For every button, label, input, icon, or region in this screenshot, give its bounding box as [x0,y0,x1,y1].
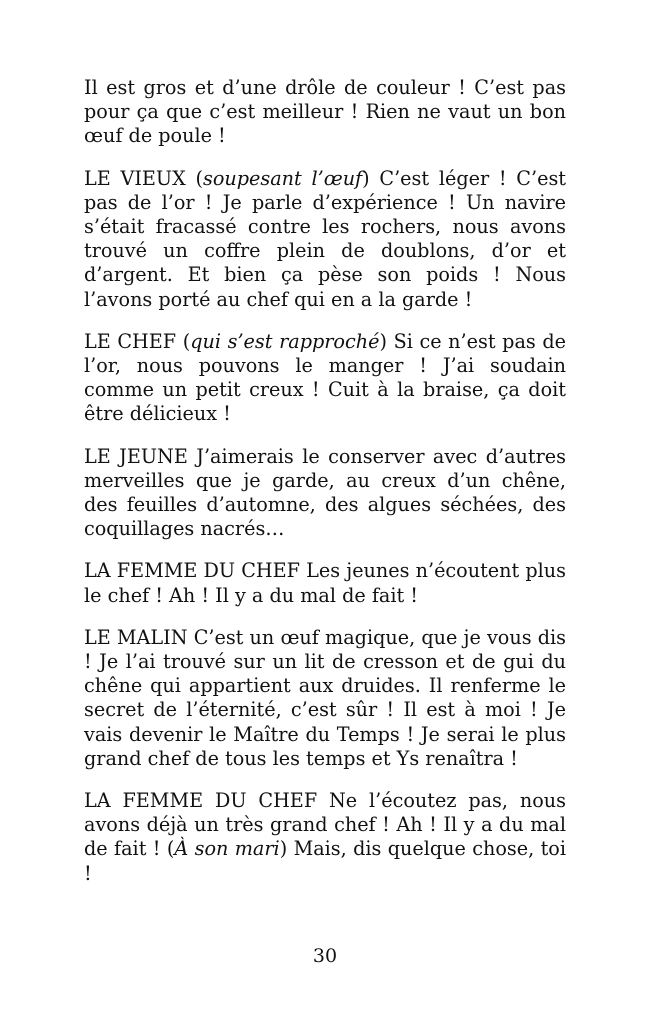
speaker-name: LE JEUNE [84,444,188,468]
speaker-name: LA FEMME DU CHEF [84,789,318,813]
dialogue-text: J’aimerais le conserver avec d’autres merveilles que je garde, au creux d’un chêne, des feuilles d’automne, des algues séchées, des coquillages nacrés… [84,444,566,541]
page-number: 30 [312,945,338,967]
dialogue-le-chef: LE CHEF (qui s’est rapproché) Si ce n’est pas de l’or, nous pouvons le manger ! J’ai soudain comme un petit creux ! Cuit à la braise, ça doit être délicieux ! [84,329,566,426]
speaker-name: LA FEMME DU CHEF [84,559,300,583]
dialogue-text: C’est léger ! C’est pas de l’or ! Je parle d’expérience ! Un navire s’était fracassé contre les rochers, nous avons trouvé un coffre plein de doublons, d’or et d’argent. Et bien ça pèse son poids ! Nous l’avons porté au chef qui en a la garde ! [84,166,567,311]
dialogue-text: Les jeunes n’écoutent plus le chef ! Ah ! Il y a du mal de fait ! [84,559,566,607]
dialogue-la-femme-du-chef [84,559,566,607]
dialogue-text: C’est un œuf magique, que je vous dis ! Je l’ai trouvé sur un lit de cresson et de gui du chêne qui appartient aux druides. Il renferme le secret de l’éternité, c’est sûr ! Il est à moi ! Je vais devenir le Maître du Temps ! Je serai le plus grand chef de tous les temps et Ys renaîtra ! [84,625,566,770]
stage-direction: qui s’est rapproché [190,329,380,353]
dialogue-le-vieux: LE VIEUX (soupesant l’œuf) C’est léger ! C’est pas de l’or ! Je parle d’expérience ! Un navire s’était fracassé contre les rochers, nous avons trouvé un coffre plein de doublons, d’or et d’argent. Et bien ça pèse son poids ! Nous l’avons porté au chef qui en a la garde ! [84,166,567,311]
dialogue-le-malin [84,626,566,771]
dialogue-text-after: Mais, dis quelque chose, toi ! [84,837,566,885]
dialogue-text: Si ce n’est pas de l’or, nous pouvons le manger ! J’ai soudain comme un petit creux ! Cuit à la braise, ça doit être délicieux ! [84,329,566,426]
paragraph-continuation [84,76,566,149]
page-body [84,76,566,904]
speaker-name: LE CHEF [84,329,177,353]
speaker-name: LE VIEUX [84,166,186,190]
stage-direction: À son mari [174,837,280,861]
dialogue-le-jeune [84,445,566,542]
speaker-name: LE MALIN [84,625,188,649]
dialogue-la-femme-du-chef-2: LA FEMME DU CHEF Ne l’écoutez pas, nous avons déjà un très grand chef ! Ah ! Il y a du mal de fait ! (À son mari) Mais, dis quelque chose, toi ! [84,789,566,885]
dialogue-text: Ne l’écoutez pas, nous avons déjà un très grand chef ! Ah ! Il y a du mal de fait ! [84,789,566,861]
dialogue-text: Il est gros et d’une drôle de couleur ! C’est pas pour ça que c’est meilleur ! Rien ne vaut un bon œuf de poule ! [84,76,566,148]
stage-direction: soupesant l’œuf [203,166,363,190]
